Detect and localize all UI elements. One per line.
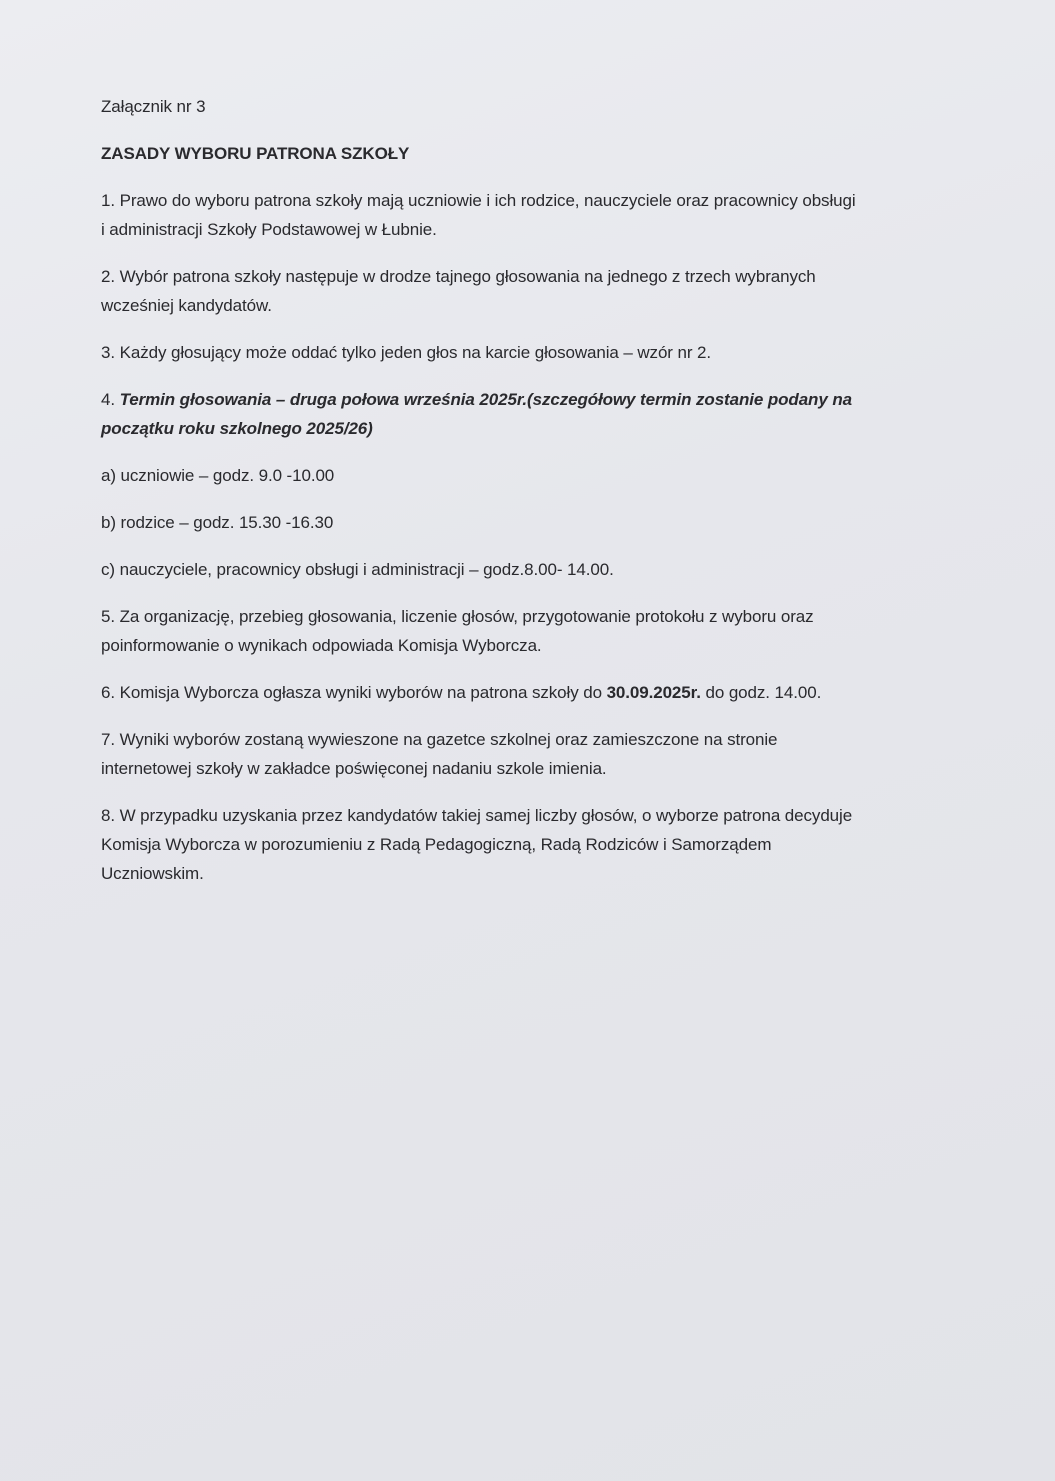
rule-4b-line: b) rodzice – godz. 15.30 -16.30 bbox=[101, 513, 334, 532]
rule-2-line-2: wcześniej kandydatów. bbox=[101, 296, 272, 315]
rule-8 bbox=[101, 801, 961, 888]
rule-1-line-2: i administracji Szkoły Podstawowej w Łubnie. bbox=[101, 220, 437, 239]
rule-4-line-2: początku roku szkolnego 2025/26) bbox=[101, 419, 373, 438]
document-title: ZASADY WYBORU PATRONA SZKOŁY bbox=[101, 144, 410, 163]
annex-label: Załącznik nr 3 bbox=[101, 97, 206, 116]
rule-5 bbox=[101, 602, 961, 660]
rule-4-line-1 bbox=[101, 385, 961, 414]
rule-3 bbox=[101, 338, 961, 367]
rule-8-line-2: Komisja Wyborcza w porozumieniu z Radą Pedagogiczną, Radą Rodziców i Samorządem bbox=[101, 835, 772, 854]
rule-8-line-3: Uczniowskim. bbox=[101, 864, 204, 883]
rule-4 bbox=[101, 385, 961, 443]
voting-term-text: Termin głosowania – druga połowa września 2025r.(szczegółowy termin zostanie podany na bbox=[119, 390, 852, 409]
document-body bbox=[101, 92, 961, 906]
rule-5-line-2: poinformowanie o wynikach odpowiada Komisja Wyborcza. bbox=[101, 636, 542, 655]
rule-7-line-2: internetowej szkoły w zakładce poświęconej nadaniu szkole imienia. bbox=[101, 759, 607, 778]
rule-5-line-1: 5. Za organizację, przebieg głosowania, liczenie głosów, przygotowanie protokołu z wyboru oraz bbox=[101, 607, 814, 626]
rule-6-line-1 bbox=[101, 678, 961, 707]
rule-3-line-1: 3. Każdy głosujący może oddać tylko jeden głos na karcie głosowania – wzór nr 2. bbox=[101, 343, 712, 362]
rule-8-line-1: 8. W przypadku uzyskania przez kandydatów takiej samej liczby głosów, o wyborze patrona decyduje bbox=[101, 806, 853, 825]
rule-4c bbox=[101, 555, 961, 584]
rule-6 bbox=[101, 678, 961, 707]
rule-1 bbox=[101, 186, 961, 244]
results-date: 30.09.2025r. bbox=[606, 683, 701, 702]
rule-6-text-before: 6. Komisja Wyborcza ogłasza wyniki wyborów na patrona szkoły do bbox=[101, 683, 607, 702]
rule-2-line-1: 2. Wybór patrona szkoły następuje w drodze tajnego głosowania na jednego z trzech wybranych bbox=[101, 267, 816, 286]
rule-2 bbox=[101, 262, 961, 320]
rule-4a bbox=[101, 461, 961, 490]
rule-7 bbox=[101, 725, 961, 783]
rule-4a-line: a) uczniowie – godz. 9.0 -10.00 bbox=[101, 466, 335, 485]
rule-6-text-after: do godz. 14.00. bbox=[700, 683, 822, 702]
rule-1-line-1: 1. Prawo do wyboru patrona szkoły mają uczniowie i ich rodzice, nauczyciele oraz pracownicy obsługi bbox=[101, 191, 856, 210]
rule-4c-line: c) nauczyciele, pracownicy obsługi i administracji – godz.8.00- 14.00. bbox=[101, 560, 614, 579]
rule-4b bbox=[101, 508, 961, 537]
rule-4-number: 4. bbox=[101, 390, 120, 409]
rule-7-line-1: 7. Wyniki wyborów zostaną wywieszone na gazetce szkolnej oraz zamieszczone na stronie bbox=[101, 730, 778, 749]
